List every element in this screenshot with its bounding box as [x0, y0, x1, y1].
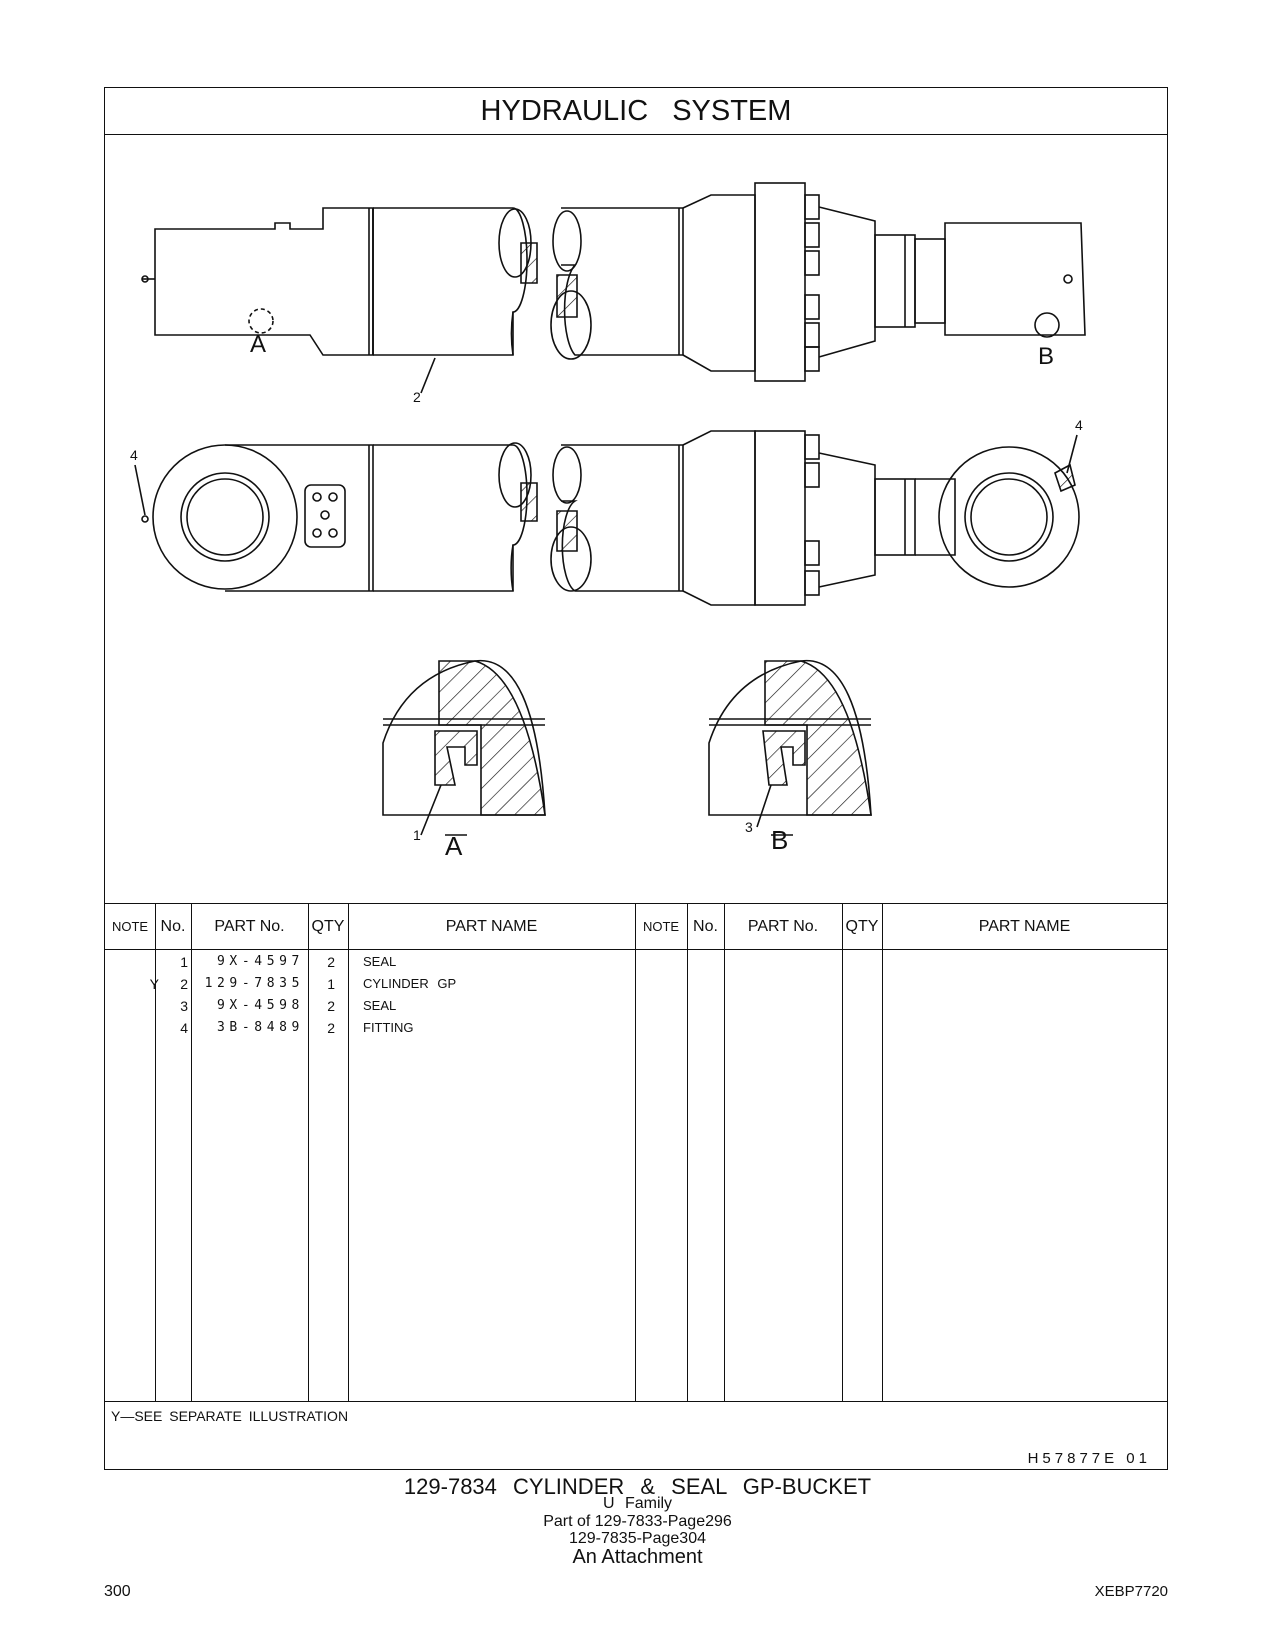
row-part-name: CYLINDER GP	[363, 976, 457, 991]
drawing-number: H57877E 01	[1027, 1450, 1151, 1467]
footnote: Y—SEE SEPARATE ILLUSTRATION	[111, 1408, 349, 1424]
col-divider	[687, 904, 688, 1401]
page-number: 300	[104, 1583, 131, 1600]
header-qty: QTY	[311, 918, 345, 935]
parts-table	[105, 903, 1167, 1401]
parts-page-frame	[104, 87, 1168, 1470]
header-divider	[105, 949, 1167, 950]
callout-view-a: A	[250, 331, 267, 358]
reference-line: 129-7835-Page304	[568, 1530, 706, 1547]
table-row	[105, 973, 645, 995]
section-title: HYDRAULIC SYSTEM	[105, 88, 1167, 135]
document-id: XEBP7720	[1094, 1583, 1168, 1600]
header-part-name-right: PART NAME	[978, 918, 1071, 935]
row-no: 4	[180, 1020, 188, 1036]
col-divider	[842, 904, 843, 1401]
row-qty: 1	[327, 976, 335, 992]
row-part-name: FITTING	[363, 1020, 414, 1035]
attachment-line: An Attachment	[572, 1546, 703, 1568]
table-footer	[105, 1401, 1167, 1471]
header-no-right: No.	[693, 918, 718, 935]
callout-item-4-left: 4	[130, 447, 138, 463]
col-divider	[882, 904, 883, 1401]
callout-item-2: 2	[413, 389, 421, 405]
row-part-no: 9X-4598	[217, 998, 304, 1013]
row-part-no: 3B-8489	[217, 1020, 304, 1035]
header-part-no-right: PART No.	[747, 918, 819, 935]
table-row	[105, 951, 645, 973]
row-qty: 2	[327, 998, 335, 1014]
col-divider	[724, 904, 725, 1401]
header-part-name: PART NAME	[445, 918, 538, 935]
cylinder-drawing	[105, 135, 1167, 903]
header-part-no: PART No.	[214, 918, 285, 935]
detail-b-label: B	[771, 825, 789, 855]
table-row	[105, 995, 645, 1017]
detail-a-label: A	[445, 831, 463, 861]
row-part-name: SEAL	[363, 954, 397, 969]
callout-item-3: 3	[745, 819, 753, 835]
part-of-line: Part of 129-7833-Page296	[543, 1513, 732, 1530]
table-row	[105, 1017, 645, 1039]
callout-view-b: B	[1038, 343, 1055, 370]
row-qty: 2	[327, 954, 335, 970]
header-qty-right: QTY	[845, 918, 879, 935]
header-no: No.	[160, 918, 186, 935]
callout-item-4-right: 4	[1075, 417, 1083, 433]
row-no: 3	[180, 998, 188, 1014]
group-title: 129-7834 CYLINDER & SEAL GP-BUCKET	[403, 1474, 872, 1499]
header-note-right: NOTE	[642, 919, 680, 934]
row-note: Y	[149, 976, 159, 992]
row-no: 2	[180, 976, 188, 992]
callout-item-1: 1	[413, 827, 421, 843]
exploded-illustration	[105, 135, 1167, 903]
row-part-no: 9X-4597	[217, 954, 304, 969]
row-part-no: 129-7835	[204, 976, 304, 991]
row-qty: 2	[327, 1020, 335, 1036]
header-note: NOTE	[111, 919, 149, 934]
family-line: U Family	[602, 1495, 673, 1512]
row-part-name: SEAL	[363, 998, 397, 1013]
row-no: 1	[180, 954, 188, 970]
